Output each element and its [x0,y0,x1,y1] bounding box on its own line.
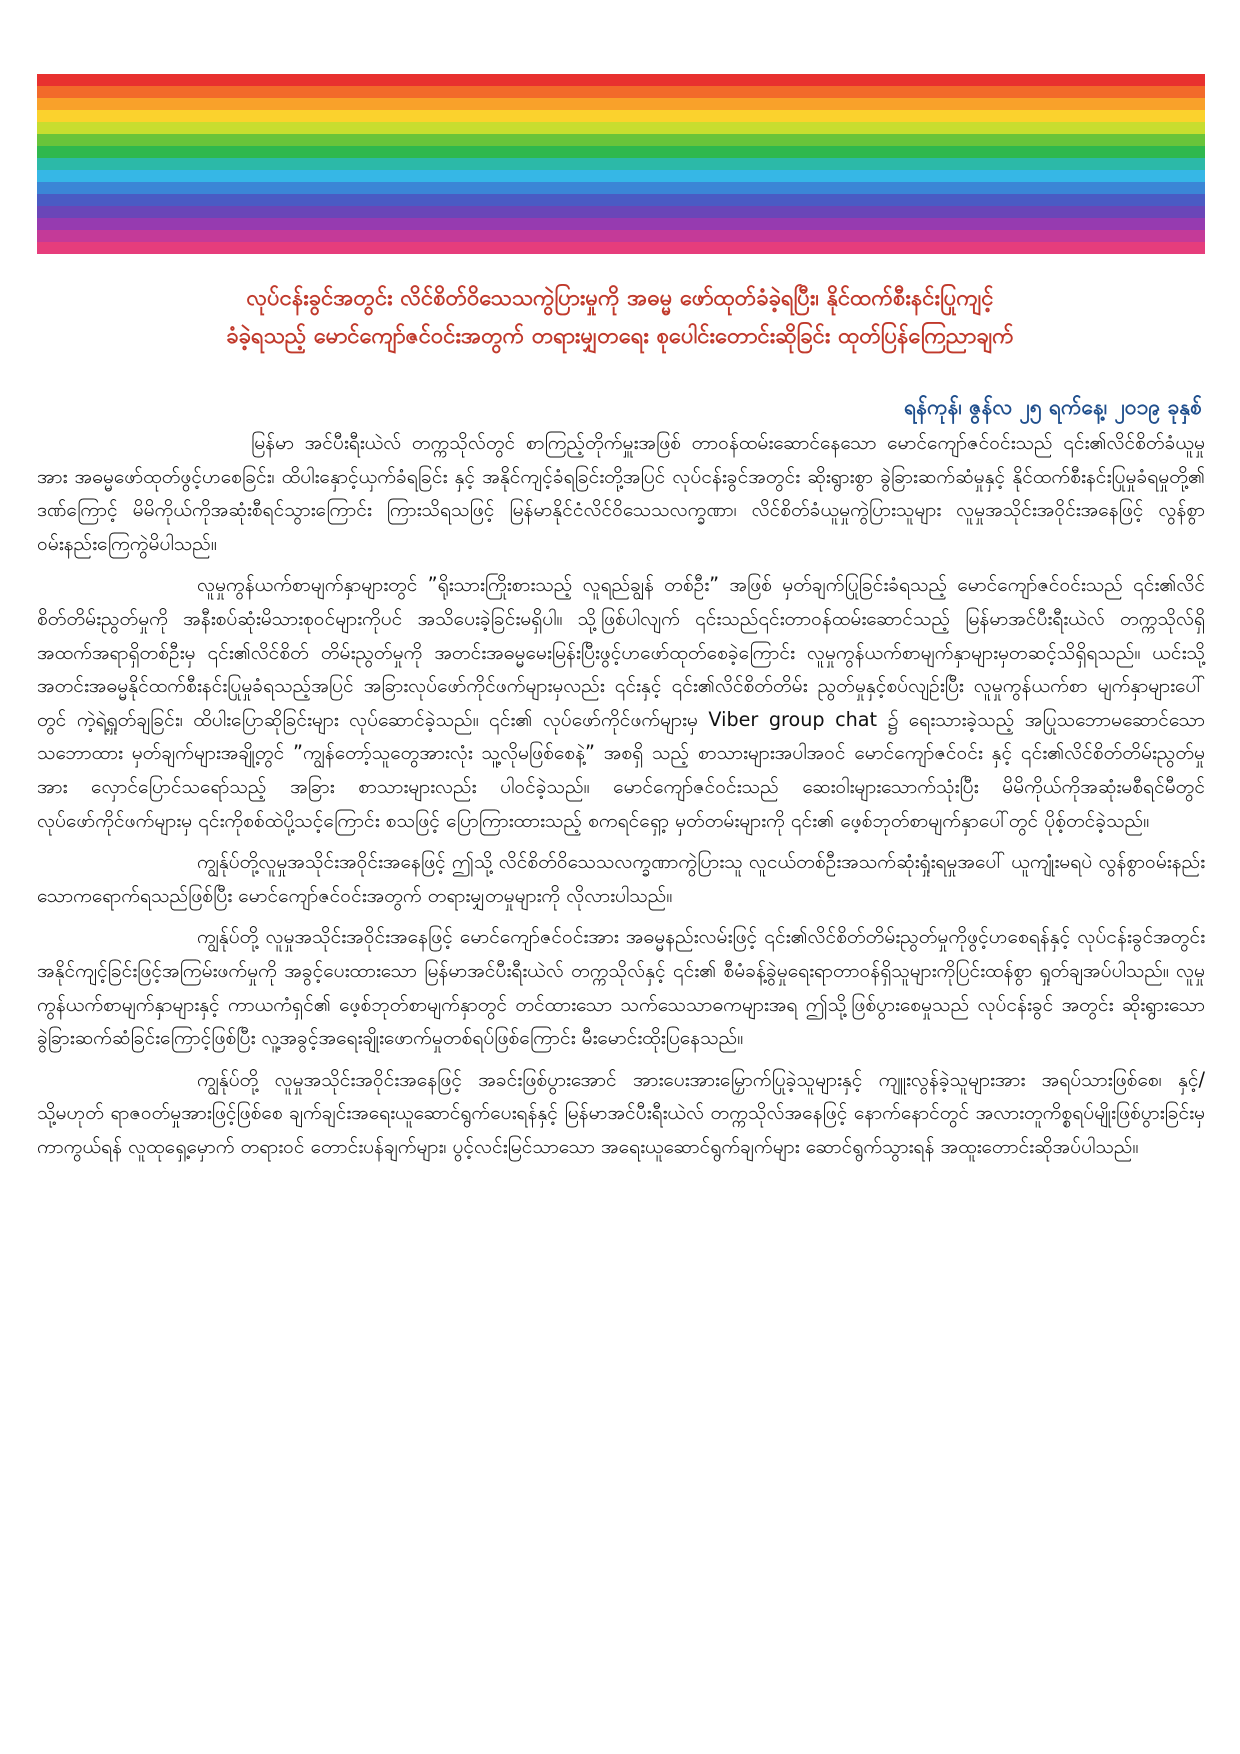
rainbow-stripe [37,74,1205,86]
title-line-2: ခံခဲ့ရသည့် မောင်ကျော်ဇင်ဝင်းအတွက် တရားမျှတရေး စုပေါင်းတောင်းဆိုခြင်း ထုတ်ပြန်ကြေညာချက် [226,324,1014,349]
statement-title [80,280,1160,356]
rainbow-stripe [37,110,1205,122]
rainbow-stripe [37,218,1205,230]
rainbow-stripe [37,134,1205,146]
paragraph-5: ကျွန်ုပ်တို့ လူမှုအသိုင်းအဝိုင်းအနေဖြင့် အခင်းဖြစ်ပွားအောင် အားပေးအားမြှောက်ပြုခဲ့သူများနှင့် ကျူးလွန်ခဲ့သူများအား အရပ်သားဖြစ်စေ၊ နှင့်/သို့မဟုတ် ရာဇဝတ်မှုအားဖြင့်ဖြစ်စေ ချက်ချင်းအရေးယူဆောင်ရွက်ပေးရန်နှင့် မြန်မာအင်ပီးရီးယဲလ် တက္ကသိုလ်အနေဖြင့် နောက်နောင်တွင် အလားတူကိစ္စရပ်မျိုးဖြစ်ပွားခြင်းမှ ကာကွယ်ရန် လူထုရှေ့မှောက် တရားဝင် တောင်းပန်ချက်များ၊ ပွင့်လင်းမြင်သာသော အရေးယူဆောင်ရွက်ချက်များ ဆောင်ရွက်သွားရန် အထူးတောင်းဆိုအပ်ပါသည်။ [37,1067,1205,1158]
rainbow-banner [37,74,1205,254]
rainbow-stripe [37,182,1205,194]
rainbow-stripe [37,206,1205,218]
rainbow-stripe [37,86,1205,98]
paragraph-1: မြန်မာ အင်ပီးရီးယဲလ် တက္ကသိုလ်တွင် စာကြည့်တိုက်မှူးအဖြစ် တာဝန်ထမ်းဆောင်နေသော မောင်ကျော်ဇင်ဝင်းသည် ၎င်း၏လိင်စိတ်ခံယူမှုအား အဓမ္မဖော်ထုတ်ဖွင့်ဟစေခြင်း၊ ထိပါးနှောင့်ယှက်ခံရခြင်း နှင့် အနိုင်ကျင့်ခံရခြင်းတို့အပြင် လုပ်ငန်းခွင်အတွင်း ဆိုးရွားစွာ ခွဲခြားဆက်ဆံမှုနှင့် နိုင်ထက်စီးနင်းပြုမှုခံရမှုတို့၏ ဒဏ်ကြောင့် မိမိကိုယ်ကိုအဆုံးစီရင်သွားကြောင်း ကြားသိရသဖြင့် မြန်မာနိုင်ငံလိင်ဝိသေသလက္ခဏာ၊ လိင်စိတ်ခံယူမှုကွဲပြားသူများ လူမှုအသိုင်းအဝိုင်းအနေဖြင့် လွန်စွာ ဝမ်းနည်းကြေကွဲမိပါသည်။ [37,431,1205,555]
rainbow-stripe [37,122,1205,134]
title-line-1: လုပ်ငန်းခွင်အတွင်း လိင်စိတ်ဝိသေသကွဲပြားမှုကို အဓမ္မ ဖော်ထုတ်ခံခဲ့ရပြီး၊ နိုင်ထက်စီးနင်းပြုကျင့် [246,286,994,311]
paragraph-4: ကျွန်ုပ်တို့ လူမှုအသိုင်းအဝိုင်းအနေဖြင့် မောင်ကျော်ဇင်ဝင်းအား အဓမ္မနည်းလမ်းဖြင့် ၎င်း၏လိင်စိတ်တိမ်းညွတ်မှုကိုဖွင့်ဟစေရန်နှင့် လုပ်ငန်းခွင်အတွင်းအနိုင်ကျင့်ခြင်းဖြင့်အကြမ်းဖက်မှုကို အခွင့်ပေးထားသော မြန်မာအင်ပီးရီးယဲလ် တက္ကသိုလ်နှင့် ၎င်း၏ စီမံခန့်ခွဲမှုရေးရာတာဝန်ရှိသူများကိုပြင်းထန်စွာ ရှုတ်ချအပ်ပါသည်။ လူမှုကွန်ယက်စာမျက်နှာများနှင့် ကာယကံရှင်၏ ဖေ့စ်ဘုတ်စာမျက်နှာတွင် တင်ထားသော သက်သေသာဓကများအရ ဤသို့ဖြစ်ပွားစေမှုသည် လုပ်ငန်းခွင် အတွင်း ဆိုးရွားသော ခွဲခြားဆက်ဆံခြင်းကြောင့်ဖြစ်ပြီး လူ့အခွင့်အရေးချိုးဖောက်မှုတစ်ရပ်ဖြစ်ကြောင်း မီးမောင်းထိုးပြနေသည်။ [37,925,1205,1050]
rainbow-stripe [37,242,1205,254]
rainbow-stripe [37,170,1205,182]
rainbow-stripe [37,230,1205,242]
statement-body [37,426,1205,1171]
paragraph-3: ကျွန်ုပ်တို့လူမှုအသိုင်းအဝိုင်းအနေဖြင့် ဤသို့ လိင်စိတ်ဝိသေသလက္ခဏာကွဲပြားသူ လူငယ်တစ်ဦးအသက်ဆုံးရှုံးရမှုအပေါ် ယူကျုံးမရပဲ လွန်စွာဝမ်းနည်းသောကရောက်ရသည်ဖြစ်ပြီး မောင်ကျော်ဇင်ဝင်းအတွက် တရားမျှတမှုများကို လိုလားပါသည်။ [37,850,1205,907]
dateline: ရန်ကုန်၊ ဇွန်လ ၂၅ ရက်နေ့၊ ၂၀၁၉ ခုနှစ် [904,395,1202,419]
rainbow-stripe [37,158,1205,170]
rainbow-stripe [37,194,1205,206]
paragraph-2: လူမှုကွန်ယက်စာမျက်နှာများတွင် ”ရိုးသားကြိုးစားသည့် လူရည်ချွန် တစ်ဦး” အဖြစ် မှတ်ချက်ပြုခြင်းခံရသည့် မောင်ကျော်ဇင်ဝင်းသည် ၎င်း၏လိင်စိတ်တိမ်းညွတ်မှုကို အနီးစပ်ဆုံးမိသားစုဝင်များကိုပင် အသိပေးခဲ့ခြင်းမရှိပါ။ သို့ဖြစ်ပါလျက် ၎င်းသည်၎င်းတာဝန်ထမ်းဆောင်သည့် မြန်မာအင်ပီးရီးယဲလ် တက္ကသိုလ်ရှိ အထက်အရာရှိတစ်ဦးမှ ၎င်း၏လိင်စိတ် တိမ်းညွတ်မှုကို အတင်းအဓမ္မမေးမြန်းပြီးဖွင့်ဟဖော်ထုတ်စေခဲ့ကြောင်း လူမှုကွန်ယက်စာမျက်နှာများမှတဆင့်သိရှိရသည်။ ယင်းသို့ အတင်းအဓမ္မနိုင်ထက်စီးနင်းပြုမှုခံရသည့်အပြင် အခြားလုပ်ဖော်ကိုင်ဖက်များမှလည်း ၎င်းနှင့် ၎င်း၏လိင်စိတ်တိမ်း ညွတ်မှုနှင့်စပ်လျဉ်းပြီး လူမှုကွန်ယက်စာ မျက်နှာများပေါ်တွင် ကဲ့ရဲ့ရှုတ်ချခြင်း၊ ထိပါးပြောဆိုခြင်းများ လုပ်ဆောင်ခဲ့သည်။ ၎င်း၏ လုပ်ဖော်ကိုင်ဖက်များမှ Viber group chat ၌ ရေးသားခဲ့သည့် အပြုသဘောမဆောင်သော သဘောထား မှတ်ချက်များအချို့တွင် ”ကျွန်တော့်သူတွေအားလုံး သူ့လိုမဖြစ်စေနဲ့” အစရှိ သည့် စာသားများအပါအဝင် မောင်ကျော်ဇင်ဝင်း နှင့် ၎င်း၏လိင်စိတ်တိမ်းညွတ်မှုအား လှောင်ပြောင်သရော်သည့် အခြား စာသားများလည်း ပါဝင်ခဲ့သည်။ မောင်ကျော်ဇင်ဝင်းသည် ဆေးဝါးများသောက်သုံးပြီး မိမိကိုယ်ကိုအဆုံးမစီရင်မီတွင် လုပ်ဖော်ကိုင်ဖက်များမှ ၎င်းကိုစစ်ထဲပို့သင့်ကြောင်း စသဖြင့် ပြောကြားထားသည့် စကရင်ရှော့ မှတ်တမ်းများကို ၎င်း၏ ဖေ့စ်ဘုတ်စာမျက်နှာပေါ်တွင် ပိုစ့်တင်ခဲ့သည်။ [37,573,1205,832]
rainbow-stripe [37,98,1205,110]
rainbow-stripe [37,146,1205,158]
